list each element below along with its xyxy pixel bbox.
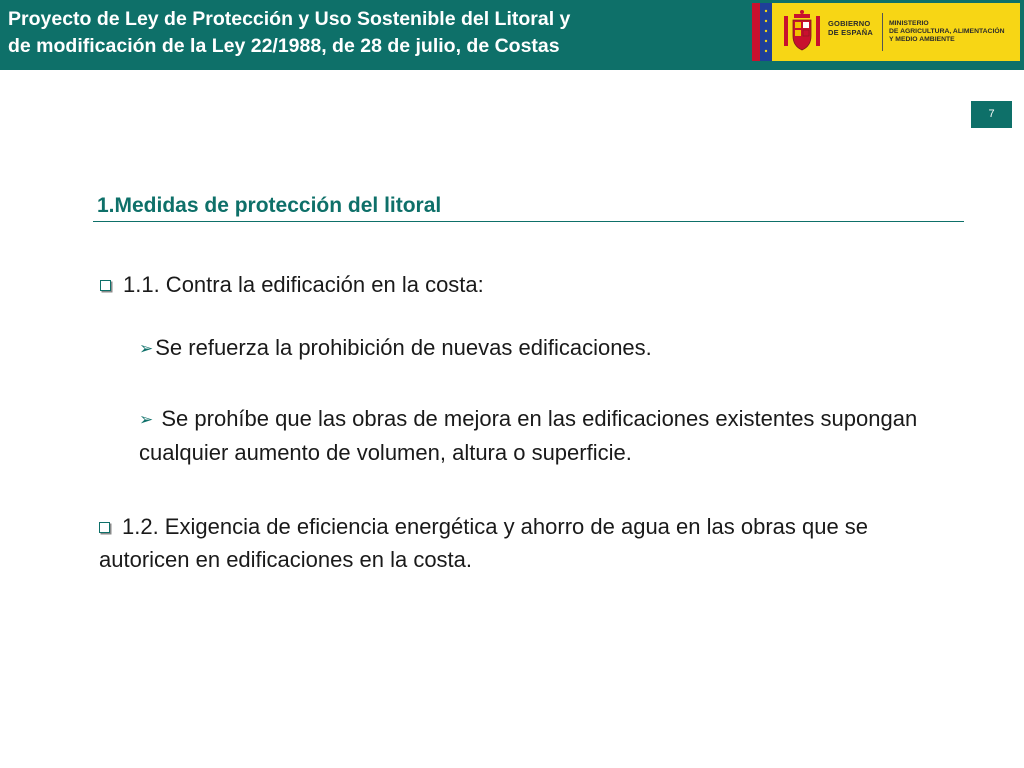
sub-bullet-2 xyxy=(139,402,939,469)
sub-bullet-1 xyxy=(139,331,652,365)
title-line-2: de modificación de la Ley 22/1988, de 28 de julio, de Costas xyxy=(8,35,560,57)
title-line-1: Proyecto de Ley de Protección y Uso Sostenible del Litoral y xyxy=(8,8,571,30)
section-heading: 1.Medidas de protección del litoral xyxy=(97,194,442,217)
slide-title xyxy=(8,6,708,60)
bullet-text: 1.2. Exigencia de eficiencia energética y ahorro de agua en las obras que se autoricen en edificaciones en la costa. xyxy=(99,514,869,572)
bullet-text: 1.1. Contra la edificación en la costa: xyxy=(123,272,484,297)
coat-of-arms-icon xyxy=(782,8,822,54)
ministry-logo xyxy=(752,3,1020,61)
eu-flag-icon xyxy=(760,3,772,61)
spain-flag-yellow xyxy=(772,3,776,61)
bullet-text: Se refuerza la prohibición de nuevas edificaciones. xyxy=(155,335,652,360)
square-bullet-icon xyxy=(100,280,111,291)
gov-line-1: GOBIERNO xyxy=(828,19,871,28)
min-line-2: DE AGRICULTURA, ALIMENTACIÓN xyxy=(889,28,1005,35)
header-band xyxy=(0,0,1024,70)
min-line-1: MINISTERIO xyxy=(889,20,929,27)
government-label xyxy=(828,20,888,37)
bullet-1-1 xyxy=(100,268,484,301)
bullet-text: Se prohíbe que las obras de mejora en las edificaciones existentes supongan cualquier aumento de volumen, altura o superficie. xyxy=(139,406,918,465)
page-number: 7 xyxy=(971,101,1012,128)
bullet-1-2 xyxy=(99,510,939,576)
ministry-label xyxy=(889,20,1019,44)
arrow-bullet-icon: ➢ xyxy=(139,410,154,429)
logo-divider xyxy=(882,13,883,51)
section-underline xyxy=(93,221,964,222)
gov-line-2: DE ESPAÑA xyxy=(828,27,874,37)
arrow-bullet-icon: ➢ xyxy=(139,339,154,358)
square-bullet-icon xyxy=(99,522,110,533)
min-line-3: Y MEDIO AMBIENTE xyxy=(889,36,955,43)
